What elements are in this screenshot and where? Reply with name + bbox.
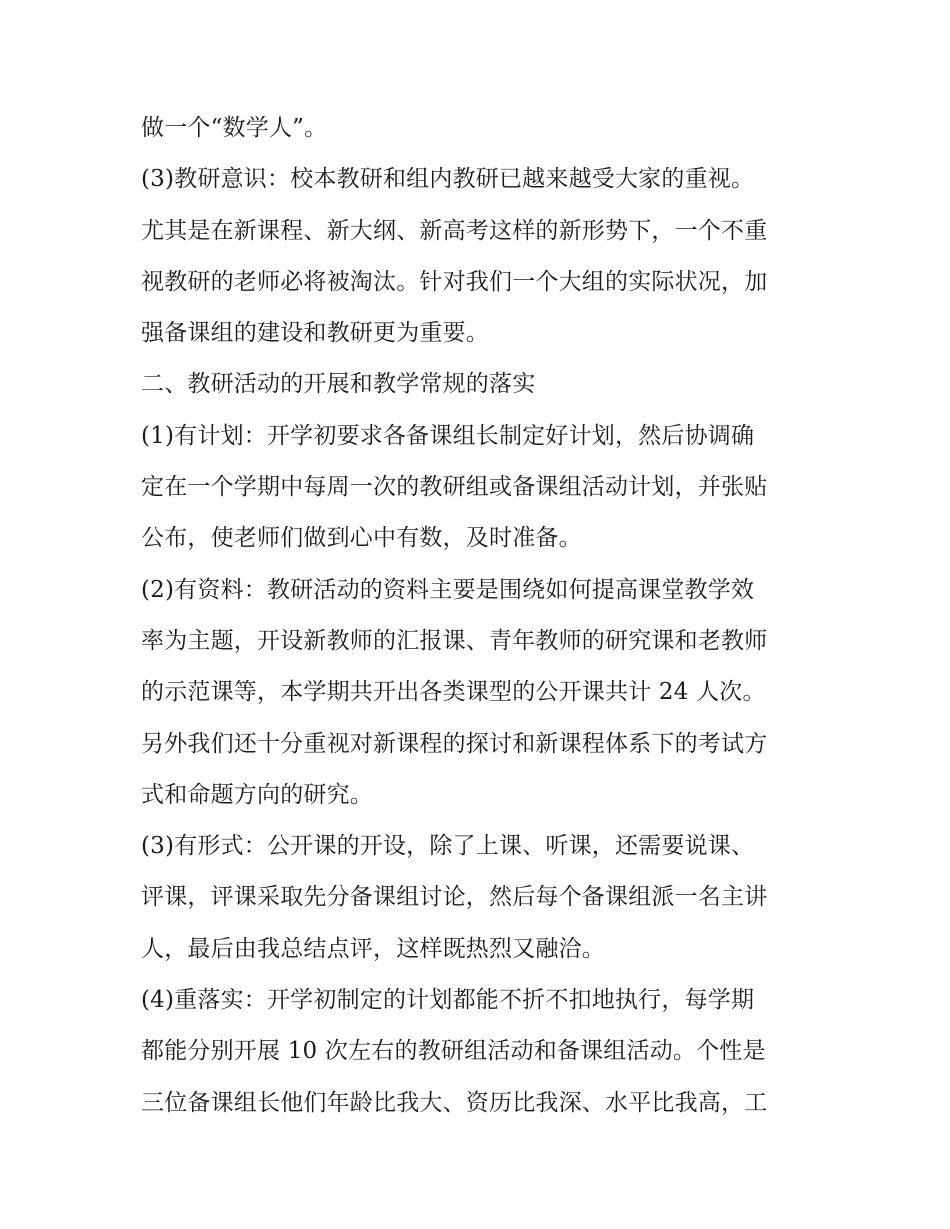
text-line-15: (3)有形式：公开课的开设，除了上课、听课，还需要说课、 <box>141 833 755 860</box>
text-line-18: (4)重落实：开学初制定的计划都能不折不扣地执行，每学期 <box>141 987 755 1014</box>
section-heading: 二、教研活动的开展和教学常规的落实 <box>141 371 536 398</box>
text-line-10: (2)有资料：教研活动的资料主要是围绕如何提高课堂教学效 <box>141 576 755 603</box>
text-line-7: (1)有计划：开学初要求各备课组长制定好计划，然后协调确 <box>141 422 755 449</box>
text-line-16: 评课，评课采取先分备课组讨论，然后每个备课组派一名主讲 <box>141 884 768 911</box>
text-line-13: 另外我们还十分重视对新课程的探讨和新课程体系下的考试方 <box>141 730 768 757</box>
text-line-17: 人，最后由我总结点评，这样既热烈又融洽。 <box>141 935 605 962</box>
text-line-19: 都能分别开展 10 次左右的教研组活动和备课组活动。个性是 <box>141 1038 766 1065</box>
text-line-1: 做一个“数学人”。 <box>141 115 328 141</box>
text-line-3: 尤其是在新课程、新大纲、新高考这样的新形势下，一个不重 <box>141 217 768 244</box>
text-line-14: 式和命题方向的研究。 <box>141 781 373 808</box>
text-line-11: 率为主题，开设新教师的汇报课、青年教师的研究课和老教师 <box>141 627 768 654</box>
text-line-4: 视教研的老师必将被淘汰。针对我们一个大组的实际状况，加 <box>141 268 768 295</box>
text-line-2: (3)教研意识：校本教研和组内教研已越来越受大家的重视。 <box>141 166 755 193</box>
document-body <box>141 103 813 1129</box>
text-line-8: 定在一个学期中每周一次的教研组或备课组活动计划，并张贴 <box>141 474 768 501</box>
text-line-9: 公布，使老师们做到心中有数，及时准备。 <box>141 525 582 552</box>
text-line-5: 强备课组的建设和教研更为重要。 <box>141 320 489 347</box>
text-line-12: 的示范课等，本学期共开出各类课型的公开课共计 24 人次。 <box>141 679 766 706</box>
text-line-20: 三位备课组长他们年龄比我大、资历比我深、水平比我高，工 <box>141 1089 768 1116</box>
